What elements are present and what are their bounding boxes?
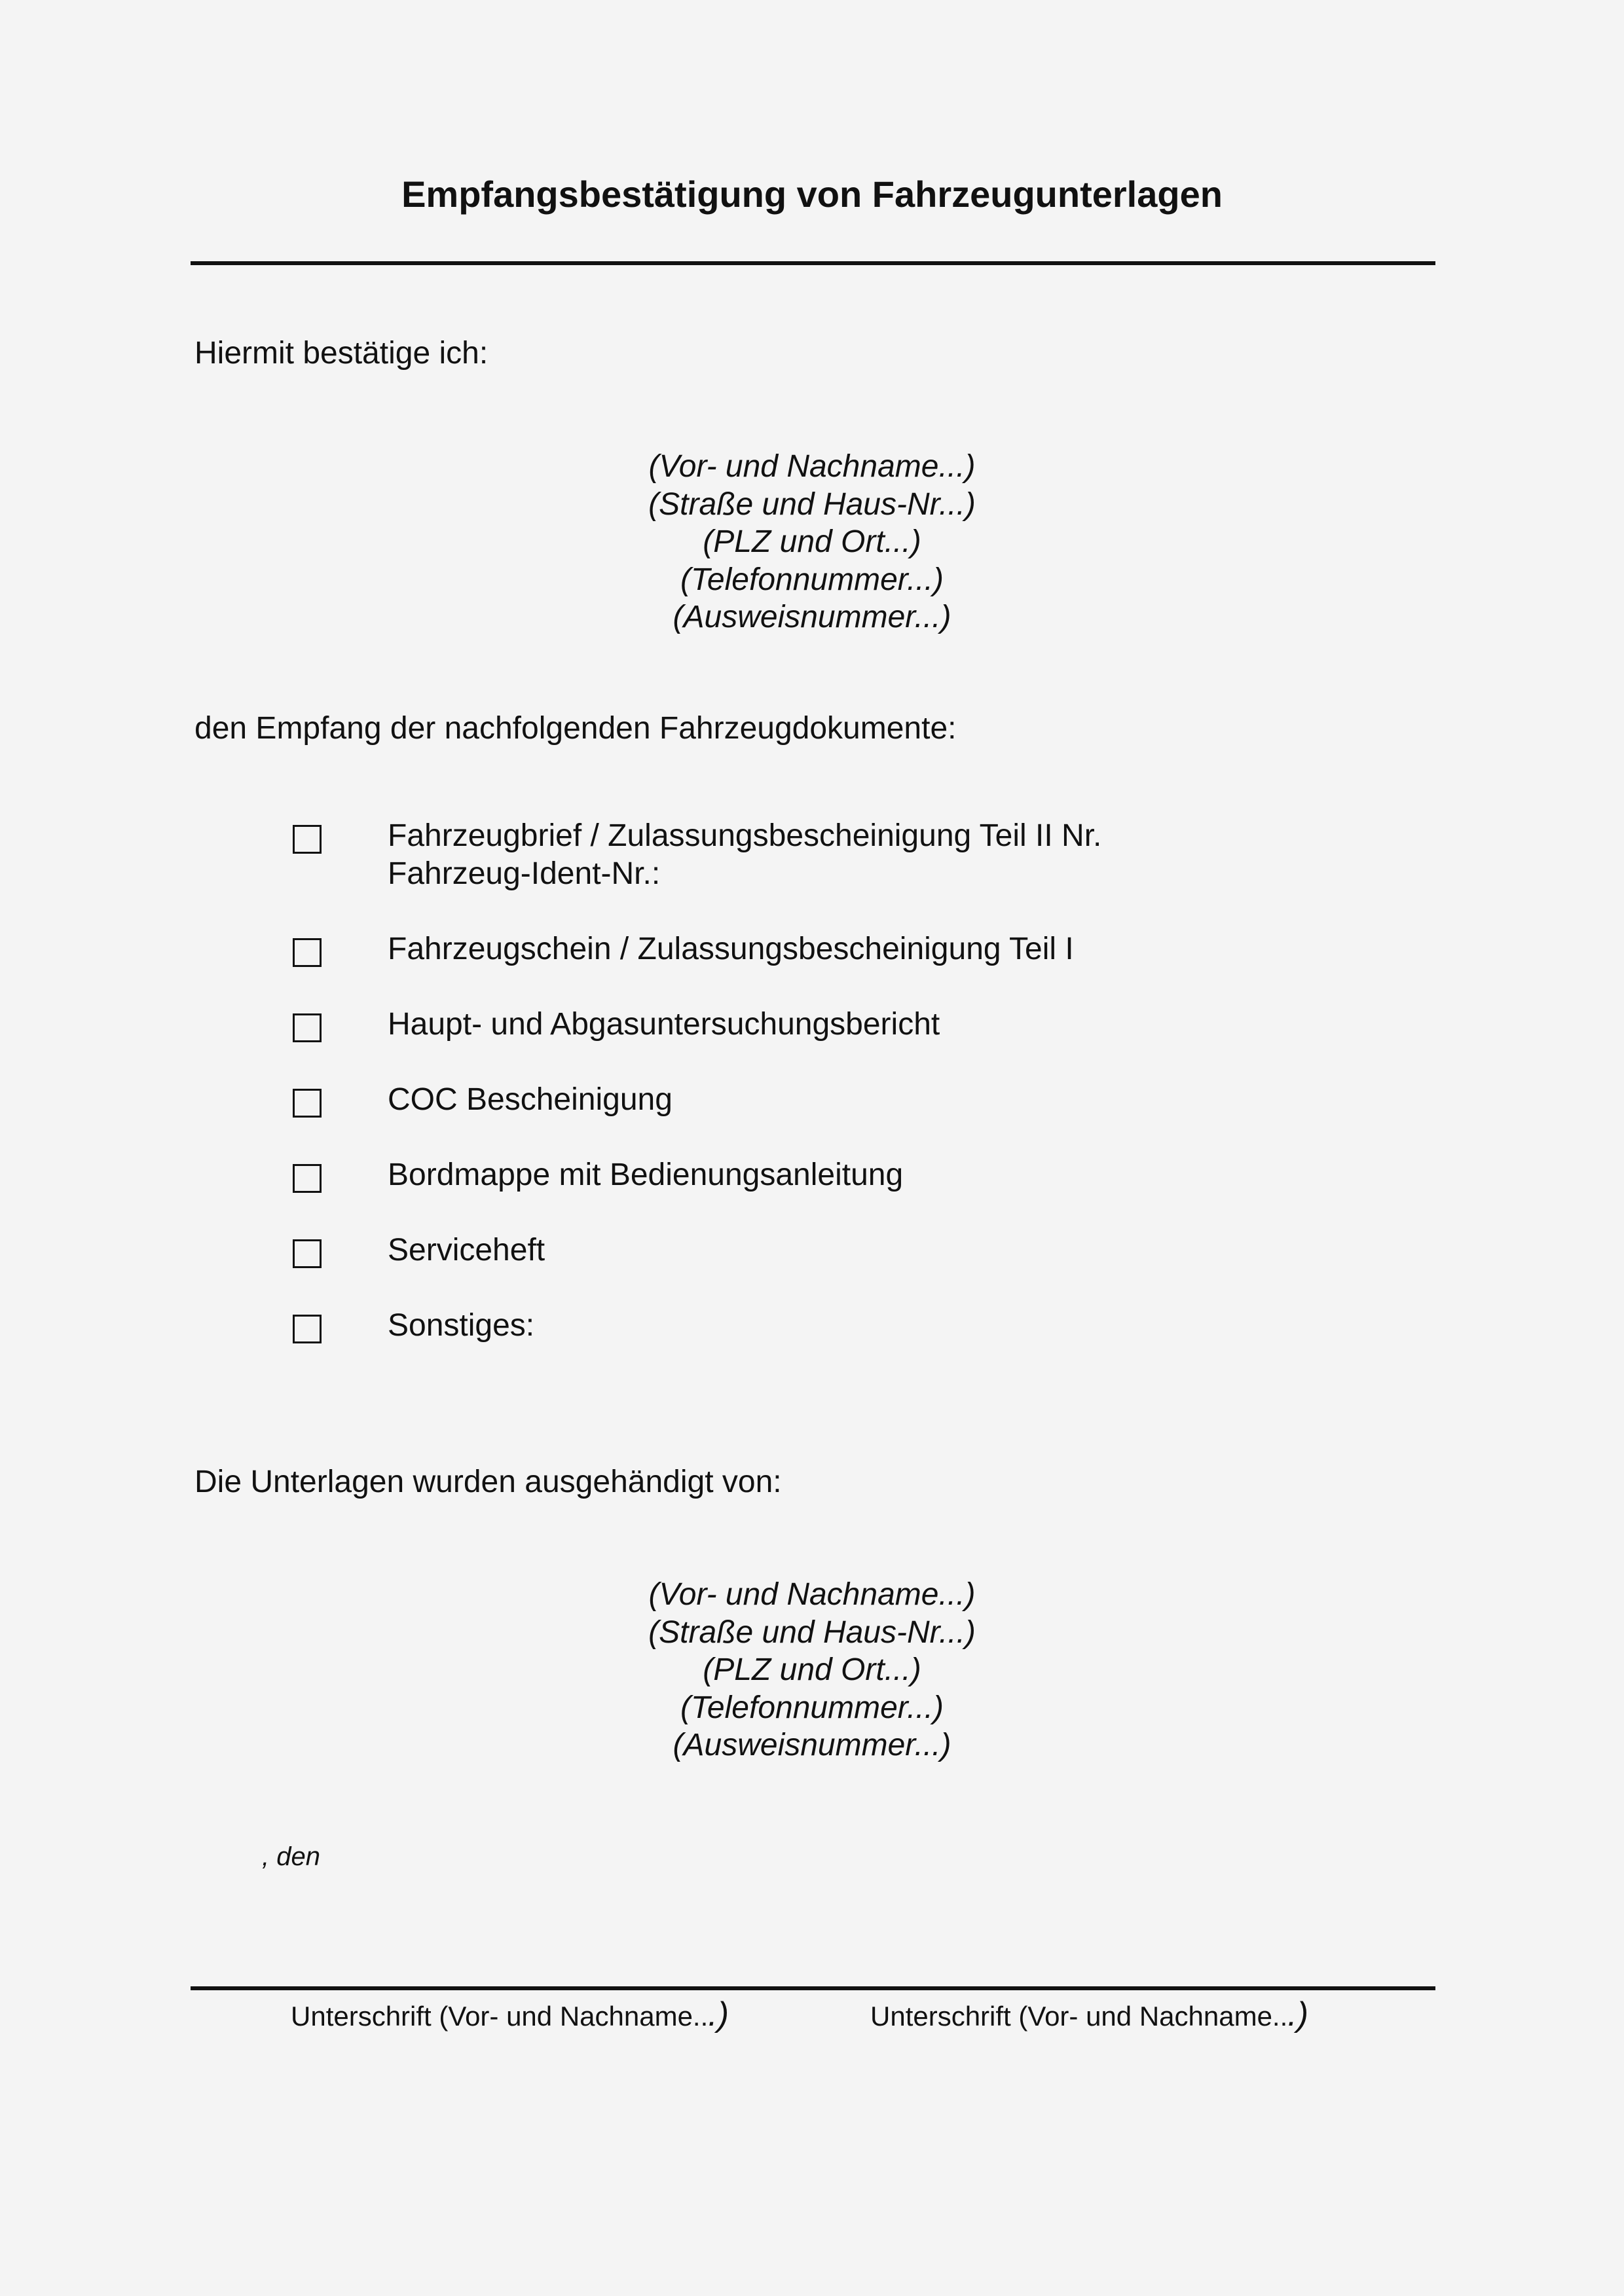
issuer-address-block	[0, 1576, 1624, 1764]
document-title: Empfangsbestätigung von Fahrzeugunterlagen	[401, 173, 1223, 215]
received-documents-label: den Empfang der nachfolgenden Fahrzeugdokumente:	[194, 711, 957, 746]
recipient-phone-field[interactable]: (Telefonnummer...)	[680, 562, 944, 597]
title-divider	[191, 261, 1435, 265]
checkbox-inspection-report[interactable]	[293, 1013, 322, 1042]
issuer-city-field[interactable]: (PLZ und Ort...)	[703, 1652, 921, 1687]
checkbox-owner-manual[interactable]	[293, 1164, 322, 1193]
recipient-name-field[interactable]: (Vor- und Nachname...)	[648, 449, 976, 484]
checkbox-registration-part1[interactable]	[293, 938, 322, 967]
signature-line	[191, 1986, 1435, 1990]
item-label: Fahrzeugschein / Zulassungsbescheinigung Teil I	[388, 932, 1074, 966]
place-date-field[interactable]: , den	[262, 1842, 320, 1871]
issuer-phone-field[interactable]: (Telefonnummer...)	[680, 1690, 944, 1725]
handed-over-label: Die Unterlagen wurden ausgehändigt von:	[194, 1465, 782, 1499]
checkbox-coc-certificate[interactable]	[293, 1089, 322, 1118]
issuer-name-field[interactable]: (Vor- und Nachname...)	[648, 1577, 976, 1612]
checkbox-vehicle-title[interactable]	[293, 825, 322, 854]
item-label: Fahrzeugbrief / Zulassungsbescheinigung Teil II Nr. Fahrzeug-Ident-Nr.:	[388, 818, 1102, 891]
signature-label-recipient: Unterschrift (Vor- und Nachname...)	[291, 1995, 729, 2033]
item-label: Bordmappe mit Bedienungsanleitung	[388, 1157, 904, 1192]
issuer-street-field[interactable]: (Straße und Haus-Nr...)	[648, 1614, 976, 1650]
recipient-street-field[interactable]: (Straße und Haus-Nr...)	[648, 486, 976, 522]
recipient-address-block	[0, 448, 1624, 636]
item-label: COC Bescheinigung	[388, 1082, 673, 1117]
item-label: Serviceheft	[388, 1233, 545, 1267]
intro-text: Hiermit bestätige ich:	[194, 336, 489, 371]
recipient-id-field[interactable]: (Ausweisnummer...)	[673, 600, 951, 634]
checkbox-service-book[interactable]	[293, 1239, 322, 1268]
item-label: Sonstiges:	[388, 1308, 535, 1343]
checkbox-other[interactable]	[293, 1315, 322, 1343]
item-label: Haupt- und Abgasuntersuchungsbericht	[388, 1007, 940, 1042]
signature-label-issuer: Unterschrift (Vor- und Nachname...)	[870, 1995, 1309, 2033]
recipient-city-field[interactable]: (PLZ und Ort...)	[703, 524, 921, 559]
issuer-id-field[interactable]: (Ausweisnummer...)	[673, 1728, 951, 1762]
